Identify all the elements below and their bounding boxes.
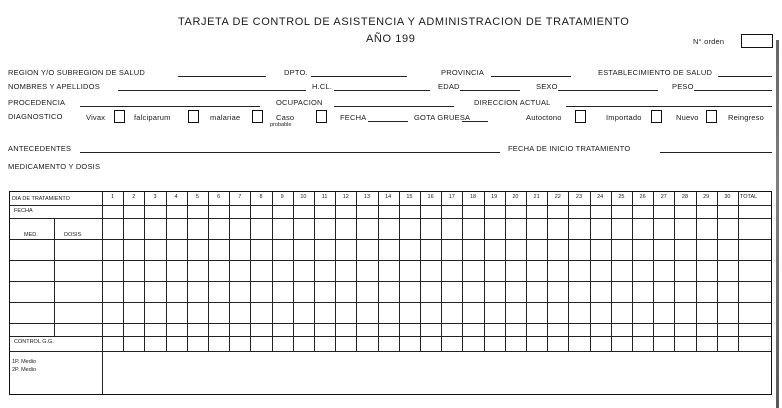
importado-label: Importado — [606, 113, 642, 122]
grid-day-column-line — [738, 192, 739, 351]
order-number-box[interactable] — [741, 34, 773, 48]
dpto-field[interactable] — [311, 76, 407, 77]
region-field[interactable] — [178, 76, 266, 77]
importado-checkbox[interactable] — [651, 110, 662, 123]
provincia-field[interactable] — [491, 76, 571, 77]
establecimiento-label: ESTABLECIMIENTO DE SALUD — [598, 68, 713, 77]
day-number-label: 23 — [575, 194, 583, 200]
ocupacion-field[interactable] — [334, 106, 454, 107]
gota-gruesa-label: GOTA GRUESA — [414, 113, 471, 122]
grid-day-column-line — [356, 192, 357, 351]
procedencia-field[interactable] — [80, 106, 260, 107]
grid-day-column-line — [526, 192, 527, 351]
grid-day-column-line — [611, 192, 612, 351]
grid-day-column-line — [653, 192, 654, 351]
ocupacion-label: OCUPACION — [276, 98, 323, 107]
day-number-label: 9 — [280, 194, 284, 200]
grid-day-column-line — [632, 192, 633, 351]
grid-day-column-line — [462, 192, 463, 351]
region-label: REGION Y/O SUBREGION DE SALUD — [8, 68, 145, 77]
dx-caso-probable-label: probable — [270, 122, 292, 128]
day-number-label: 20 — [512, 194, 519, 200]
autoctono-label: Autoctono — [526, 113, 562, 122]
fecha-inicio-field[interactable] — [660, 152, 772, 153]
dia-tratamiento-label: DIA DE TRATAMIENTO — [12, 196, 70, 202]
day-number-label: 17 — [448, 194, 455, 200]
nuevo-label: Nuevo — [676, 113, 699, 122]
grid-day-column-line — [314, 192, 315, 351]
procedencia-label: PROCEDENCIA — [8, 98, 66, 107]
dx-falciparum-checkbox[interactable] — [188, 110, 199, 123]
grid-day-column-line — [590, 192, 591, 351]
nombres-field[interactable] — [118, 90, 306, 91]
day-number-label: 11 — [321, 194, 328, 200]
day-number-label: 18 — [469, 194, 477, 200]
dx-malariae-label: malariae — [210, 113, 241, 122]
grid-day-column-line — [420, 192, 421, 351]
grid-day-column-line — [505, 192, 506, 351]
grid-day-column-line — [378, 192, 379, 351]
grid-day-column-line — [335, 192, 336, 351]
fecha-row-label: FECHA — [14, 208, 33, 214]
nuevo-checkbox[interactable] — [706, 110, 717, 123]
day-number-label: 25 — [618, 194, 625, 200]
day-number-label: 6 — [217, 194, 221, 200]
day-number-label: 10 — [300, 194, 307, 200]
provincia-label: PROVINCIA — [441, 68, 485, 77]
antecedentes-field[interactable] — [80, 152, 500, 153]
nombres-label: NOMBRES Y APELLIDOS — [8, 82, 100, 91]
dx-falciparum-label: falciparum — [134, 113, 171, 122]
day-number-label: 22 — [554, 194, 561, 200]
day-number-label: 14 — [385, 194, 392, 200]
gota-gruesa-field[interactable] — [462, 121, 488, 122]
day-number-label: 19 — [491, 194, 498, 200]
grid-day-column-line — [399, 192, 400, 351]
peso-field[interactable] — [694, 90, 772, 91]
day-number-label: 4 — [174, 194, 178, 200]
med-row-label: MED. — [24, 232, 38, 238]
control-gg-row-label: CONTROL G.G. — [14, 339, 54, 345]
notes-line-2: 2P. Medio — [12, 367, 37, 373]
day-number-label: 16 — [427, 194, 434, 200]
dosis-row-label: DOSIS — [64, 232, 82, 238]
grid-day-column-line — [166, 192, 167, 351]
edad-label: EDAD — [438, 82, 460, 91]
fecha-inicio-label: FECHA DE INICIO TRATAMIENTO — [508, 144, 631, 153]
day-number-label: 12 — [342, 194, 349, 200]
grid-day-column-line — [547, 192, 548, 351]
medicamento-label: MEDICAMENTO Y DOSIS — [8, 162, 101, 171]
grid-day-column-line — [229, 192, 230, 351]
day-number-label: 3 — [153, 194, 157, 200]
establecimiento-field[interactable] — [718, 76, 772, 77]
day-number-label: 1 — [111, 194, 115, 200]
treatment-grid[interactable] — [9, 191, 772, 395]
form-year: AÑO 199 — [366, 33, 416, 45]
day-number-label: 29 — [703, 194, 710, 200]
fecha-field[interactable] — [368, 121, 408, 122]
grid-day-column-line — [484, 192, 485, 351]
peso-label: PESO — [672, 82, 694, 91]
dx-vivax-checkbox[interactable] — [114, 110, 125, 123]
grid-row-line — [10, 351, 771, 352]
day-number-label: 15 — [406, 194, 413, 200]
dx-vivax-label: Vivax — [86, 113, 106, 122]
day-number-label: 30 — [724, 194, 731, 200]
edad-field[interactable] — [460, 90, 520, 91]
grid-day-column-line — [187, 192, 188, 351]
day-number-label: 7 — [238, 194, 242, 200]
day-number-label: 13 — [363, 194, 371, 200]
hcl-label: H.CL. — [312, 82, 333, 91]
dx-caso-label: Caso — [276, 113, 295, 122]
grid-day-column-line — [272, 192, 273, 351]
day-number-label: 8 — [259, 194, 263, 200]
form-title: TARJETA DE CONTROL DE ASISTENCIA Y ADMINISTRACION DE TRATAMIENTO — [178, 16, 630, 28]
order-number-label: N° orden — [693, 37, 725, 46]
fecha-label: FECHA — [340, 113, 367, 122]
total-column-label: TOTAL — [739, 194, 758, 200]
grid-day-column-line — [208, 192, 209, 351]
antecedentes-label: ANTECEDENTES — [8, 144, 72, 153]
sexo-field[interactable] — [558, 90, 658, 91]
autoctono-checkbox[interactable] — [575, 110, 586, 123]
day-number-label: 27 — [660, 194, 667, 200]
direccion-field[interactable] — [566, 106, 772, 107]
day-number-label: 26 — [639, 194, 646, 200]
notes-line-1: 1P. Medio — [12, 359, 37, 365]
grid-day-column-line — [674, 192, 675, 351]
dpto-label: DPTO. — [284, 68, 308, 77]
hcl-field[interactable] — [334, 90, 430, 91]
scan-edge-shadow — [776, 40, 779, 408]
grid-day-column-line — [696, 192, 697, 351]
grid-day-column-line — [123, 192, 124, 351]
sexo-label: SEXO — [536, 82, 558, 91]
dx-malariae-checkbox[interactable] — [252, 110, 263, 123]
direccion-label: DIRECCION ACTUAL — [474, 98, 551, 107]
day-number-label: 2 — [132, 194, 136, 200]
grid-label-column-divider — [102, 192, 103, 394]
grid-day-column-line — [250, 192, 251, 351]
grid-day-column-line — [717, 192, 718, 351]
day-number-label: 28 — [681, 194, 689, 200]
grid-day-column-line — [293, 192, 294, 351]
day-number-label: 21 — [533, 194, 540, 200]
reingreso-label: Reingreso — [728, 113, 764, 122]
grid-day-column-line — [568, 192, 569, 351]
day-number-label: 24 — [597, 194, 604, 200]
grid-day-column-line — [441, 192, 442, 351]
diagnostico-label: DIAGNOSTICO — [8, 112, 63, 121]
dx-caso-checkbox[interactable] — [316, 110, 327, 123]
day-number-label: 5 — [195, 194, 199, 200]
grid-med-dosis-divider — [54, 218, 55, 336]
grid-day-column-line — [144, 192, 145, 351]
